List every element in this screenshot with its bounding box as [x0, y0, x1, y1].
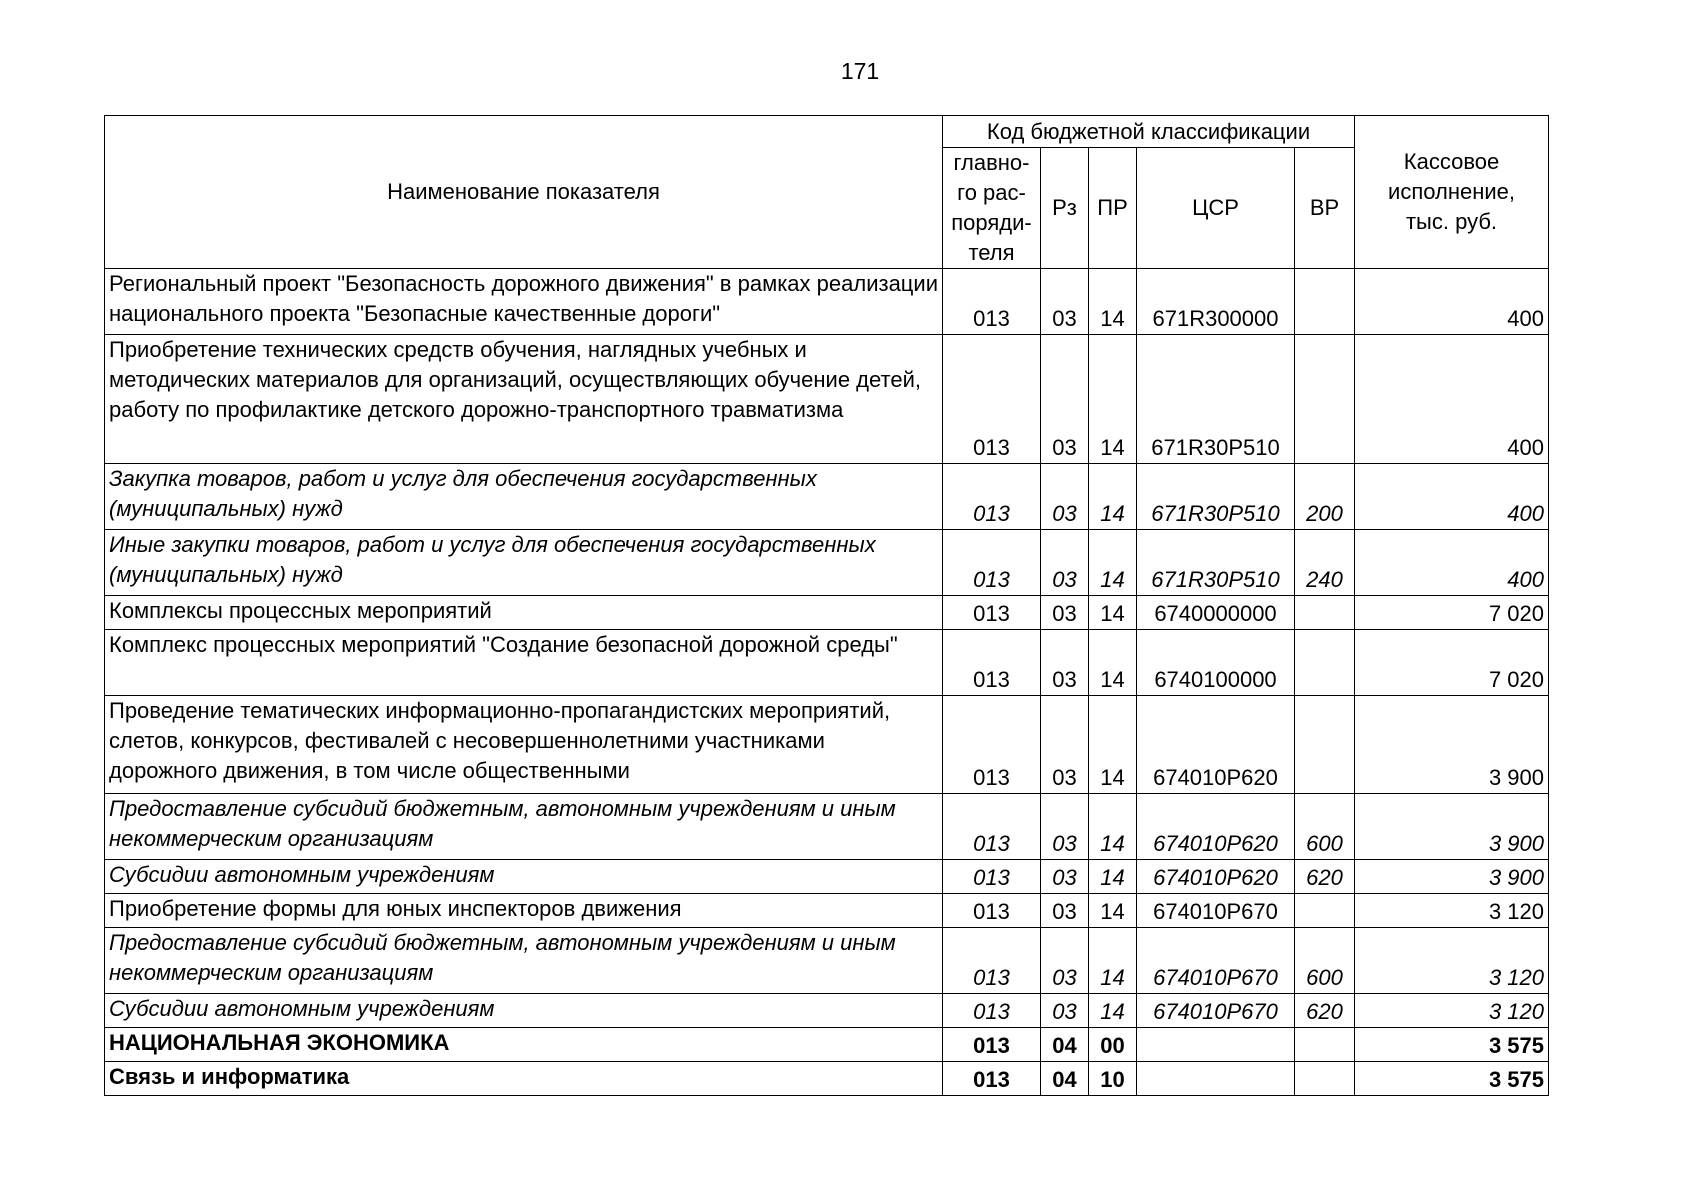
- row-vr: [1295, 596, 1355, 630]
- header-code-group: Код бюджетной классификации: [943, 116, 1355, 148]
- row-pr: 14: [1089, 335, 1137, 464]
- row-manager: 013: [943, 928, 1041, 994]
- row-name: Предоставление субсидий бюджетным, автономным учреждениям и иным некоммерческим организациям: [105, 928, 943, 994]
- row-amount: 400: [1355, 530, 1549, 596]
- row-rz: 03: [1041, 596, 1089, 630]
- row-pr: 14: [1089, 630, 1137, 696]
- row-rz: 03: [1041, 630, 1089, 696]
- row-csr: 671R300000: [1137, 269, 1295, 335]
- row-pr: 10: [1089, 1062, 1137, 1096]
- table-row: [105, 335, 1549, 464]
- row-manager: 013: [943, 994, 1041, 1028]
- row-manager: 013: [943, 860, 1041, 894]
- row-pr: 14: [1089, 696, 1137, 794]
- row-amount: 7 020: [1355, 630, 1549, 696]
- row-name: Закупка товаров, работ и услуг для обеспечения государственных (муниципальных) нужд: [105, 464, 943, 530]
- header-amount: Кассовое исполнение, тыс. руб.: [1355, 116, 1549, 269]
- row-vr: 600: [1295, 794, 1355, 860]
- row-manager: 013: [943, 794, 1041, 860]
- row-pr: 14: [1089, 928, 1137, 994]
- row-pr: 14: [1089, 860, 1137, 894]
- row-pr: 14: [1089, 530, 1137, 596]
- row-csr: 674010P670: [1137, 928, 1295, 994]
- table-row: [105, 630, 1549, 696]
- header-pr: ПР: [1089, 148, 1137, 269]
- table-row: [105, 464, 1549, 530]
- header-csr: ЦСР: [1137, 148, 1295, 269]
- row-rz: 04: [1041, 1028, 1089, 1062]
- row-name: Субсидии автономным учреждениям: [105, 994, 943, 1028]
- header-name: Наименование показателя: [105, 116, 943, 269]
- header-vr: ВР: [1295, 148, 1355, 269]
- row-csr: 674010P670: [1137, 994, 1295, 1028]
- header-rz: Рз: [1041, 148, 1089, 269]
- row-manager: 013: [943, 530, 1041, 596]
- row-csr: 671R30P510: [1137, 530, 1295, 596]
- table-row: [105, 596, 1549, 630]
- row-rz: 03: [1041, 335, 1089, 464]
- table-row: [105, 696, 1549, 794]
- row-csr: 674010P670: [1137, 894, 1295, 928]
- row-name: Комплекс процессных мероприятий "Создание безопасной дорожной среды": [105, 630, 943, 696]
- row-vr: 600: [1295, 928, 1355, 994]
- row-rz: 03: [1041, 928, 1089, 994]
- row-vr: [1295, 269, 1355, 335]
- row-amount: 3 120: [1355, 994, 1549, 1028]
- row-name: Субсидии автономным учреждениям: [105, 860, 943, 894]
- row-name: Региональный проект "Безопасность дорожного движения" в рамках реализации национального проекта "Безопасные качественные дороги": [105, 269, 943, 335]
- table-row: [105, 530, 1549, 596]
- budget-execution-table: [104, 115, 1549, 1096]
- row-name: НАЦИОНАЛЬНАЯ ЭКОНОМИКА: [105, 1028, 943, 1062]
- table-row: [105, 1062, 1549, 1096]
- row-amount: 3 900: [1355, 794, 1549, 860]
- row-amount: 3 120: [1355, 894, 1549, 928]
- row-rz: 03: [1041, 464, 1089, 530]
- row-csr: 674010P620: [1137, 794, 1295, 860]
- row-rz: 03: [1041, 860, 1089, 894]
- row-pr: 14: [1089, 596, 1137, 630]
- row-pr: 14: [1089, 794, 1137, 860]
- row-rz: 03: [1041, 994, 1089, 1028]
- row-csr: 6740100000: [1137, 630, 1295, 696]
- row-vr: [1295, 335, 1355, 464]
- row-manager: 013: [943, 894, 1041, 928]
- row-vr: [1295, 1028, 1355, 1062]
- row-pr: 14: [1089, 894, 1137, 928]
- table-row: [105, 794, 1549, 860]
- table-row: [105, 269, 1549, 335]
- row-rz: 03: [1041, 794, 1089, 860]
- row-amount: 7 020: [1355, 596, 1549, 630]
- row-manager: 013: [943, 269, 1041, 335]
- row-name: Проведение тематических информационно-пропагандистских мероприятий, слетов, конкурсов, фестивалей с несовершеннолетними участниками дорожного движения, в том числе общественными: [105, 696, 943, 794]
- row-vr: [1295, 696, 1355, 794]
- row-csr: 671R30P510: [1137, 464, 1295, 530]
- row-name: Приобретение формы для юных инспекторов движения: [105, 894, 943, 928]
- row-csr: 674010P620: [1137, 860, 1295, 894]
- row-name: Комплексы процессных мероприятий: [105, 596, 943, 630]
- row-vr: 240: [1295, 530, 1355, 596]
- row-rz: 03: [1041, 894, 1089, 928]
- table-row: [105, 1028, 1549, 1062]
- row-manager: 013: [943, 464, 1041, 530]
- row-amount: 400: [1355, 464, 1549, 530]
- row-rz: 03: [1041, 530, 1089, 596]
- row-vr: 200: [1295, 464, 1355, 530]
- row-manager: 013: [943, 1028, 1041, 1062]
- table-body: [105, 269, 1549, 1096]
- row-manager: 013: [943, 335, 1041, 464]
- row-vr: 620: [1295, 860, 1355, 894]
- row-csr: 671R30P510: [1137, 335, 1295, 464]
- table-row: [105, 894, 1549, 928]
- row-amount: 3 900: [1355, 860, 1549, 894]
- row-vr: 620: [1295, 994, 1355, 1028]
- row-pr: 14: [1089, 269, 1137, 335]
- row-vr: [1295, 894, 1355, 928]
- table-header: [105, 116, 1549, 269]
- row-rz: 03: [1041, 696, 1089, 794]
- row-csr: [1137, 1062, 1295, 1096]
- row-name: Связь и информатика: [105, 1062, 943, 1096]
- row-manager: 013: [943, 1062, 1041, 1096]
- header-manager: главно-го рас-поряди-теля: [943, 148, 1041, 269]
- row-pr: 14: [1089, 464, 1137, 530]
- row-pr: 14: [1089, 994, 1137, 1028]
- row-rz: 04: [1041, 1062, 1089, 1096]
- table-row: [105, 994, 1549, 1028]
- row-rz: 03: [1041, 269, 1089, 335]
- row-csr: 6740000000: [1137, 596, 1295, 630]
- row-amount: 400: [1355, 335, 1549, 464]
- row-manager: 013: [943, 596, 1041, 630]
- row-manager: 013: [943, 696, 1041, 794]
- row-vr: [1295, 1062, 1355, 1096]
- row-name: Предоставление субсидий бюджетным, автономным учреждениям и иным некоммерческим организациям: [105, 794, 943, 860]
- row-amount: 3 575: [1355, 1028, 1549, 1062]
- row-amount: 3 900: [1355, 696, 1549, 794]
- row-name: Приобретение технических средств обучения, наглядных учебных и методических материалов для организаций, осуществляющих обучение детей, работу по профилактике детского дорожно-транспортного травматизма: [105, 335, 943, 464]
- row-pr: 00: [1089, 1028, 1137, 1062]
- table-row: [105, 860, 1549, 894]
- table-row: [105, 928, 1549, 994]
- row-manager: 013: [943, 630, 1041, 696]
- row-amount: 3 575: [1355, 1062, 1549, 1096]
- row-amount: 400: [1355, 269, 1549, 335]
- row-name: Иные закупки товаров, работ и услуг для обеспечения государственных (муниципальных) нужд: [105, 530, 943, 596]
- row-amount: 3 120: [1355, 928, 1549, 994]
- row-vr: [1295, 630, 1355, 696]
- row-csr: 674010P620: [1137, 696, 1295, 794]
- page-number: 171: [840, 58, 880, 84]
- row-csr: [1137, 1028, 1295, 1062]
